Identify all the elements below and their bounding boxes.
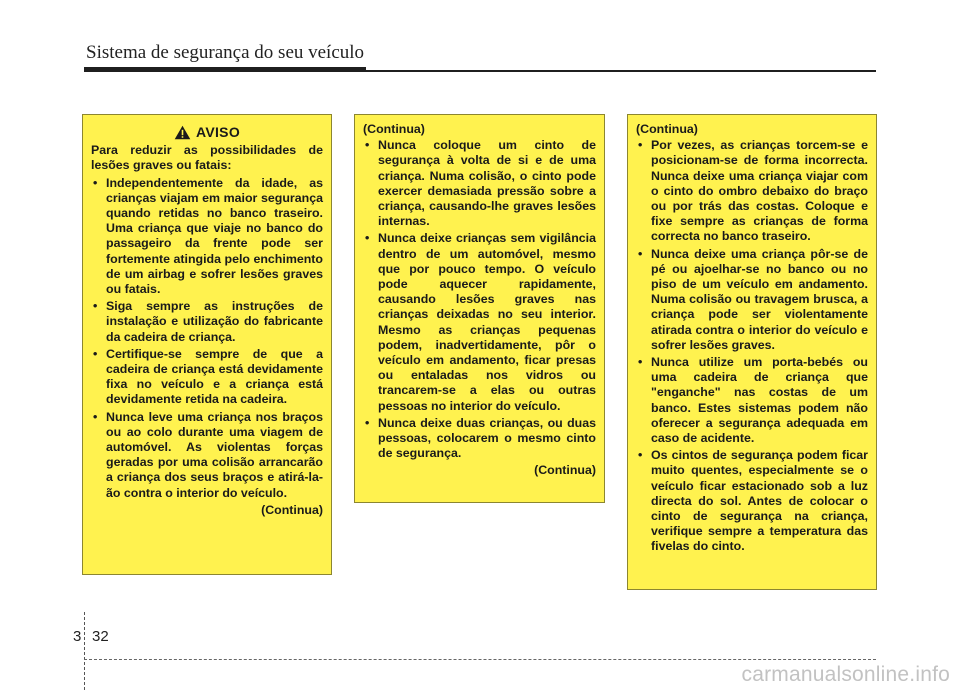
list-item: • Nunca utilize um porta-bebés ou uma cadeira de criança que "enganche" nas costas de um banco. Estes sistemas podem não oferecer a segurança adequada em caso de acidente. — [636, 355, 868, 446]
chapter-title: Sistema de segurança do seu veículo — [86, 42, 365, 63]
warning-box-3 — [627, 114, 877, 590]
list-item: • Certifique-se sempre de que a cadeira de criança está devidamente fixa no veículo e a criança está devidamente retida na cadeira. — [91, 347, 323, 408]
list-item: • Por vezes, as crianças torcem-se e posicionam-se de forma incorrecta. Nunca deixe uma criança viajar com o cinto do ombro debaixo do braço ou por trás das costas. Coloque e fixe sempre as crianças de forma correcta no banco traseiro. — [636, 138, 868, 244]
continue-label: (Continua) — [534, 463, 596, 478]
warning-list-2 — [363, 138, 596, 461]
list-item: • Os cintos de segurança podem ficar muito quentes, especialmente se o veículo ficar estacionado sob a luz directa do sol. Antes de colocar o cinto de segurança na criança, verifique sempre a temperatura das fivelas do cinto. — [636, 448, 868, 554]
warning-title: AVISO — [195, 124, 241, 140]
continue-label: (Continua) — [636, 122, 698, 136]
warning-box-2 — [354, 114, 605, 503]
list-item: • Nunca deixe duas crianças, ou duas pessoas, colocarem o mesmo cinto de segurança. — [363, 416, 596, 462]
list-item: • Nunca leve uma criança nos braços ou ao colo durante uma viagem de automóvel. As violentas forças geradas por uma colisão arrancarão a criança dos seus braços e atirá-la-ão contra o interior do veículo. — [91, 410, 323, 501]
header-rule-thin — [366, 70, 876, 72]
warning-box-1 — [82, 114, 332, 575]
watermark-text: carmanualsonline.info — [741, 663, 950, 686]
footer-divider-horizontal — [84, 659, 876, 660]
continue-label: (Continua) — [261, 502, 323, 517]
warning-intro: Para reduzir as possibilidades de lesões graves ou fatais: — [91, 143, 323, 173]
list-item: • Independentemente da idade, as crianças viajam em maior segurança quando retidas no banco traseiro. Uma criança que viaje no banco do passageiro da frente pode ser fortemente atingida pelo enchimento de um airbag e sofrer lesões graves ou fatais. — [91, 176, 323, 298]
continue-label: (Continua) — [363, 122, 425, 136]
warning-list-1 — [91, 176, 323, 501]
list-item: • Siga sempre as instruções de instalação e utilização do fabricante da cadeira de criança. — [91, 299, 323, 345]
warning-heading — [91, 125, 323, 140]
section-number: 3 — [73, 628, 82, 645]
list-item: • Nunca deixe crianças sem vigilância dentro de um automóvel, mesmo que por pouco tempo. O veículo pode aquecer rapidamente, causando lesões graves nas crianças deixadas no seu interior. Mesmo as crianças pequenas podem, inadvertidamente, pôr o veículo em andamento, ficar presas ou entaladas nos vidros ou trancarem-se a elas ou outras pessoas no interior do veículo. — [363, 231, 596, 413]
list-item: • Nunca deixe uma criança pôr-se de pé ou ajoelhar-se no banco ou no piso de um veículo em andamento. Numa colisão ou travagem brusca, a criança pode ser violentamente atirada contra o interior do veículo e sofrer lesões graves. — [636, 247, 868, 353]
warning-triangle-icon — [174, 125, 191, 140]
page-number: 32 — [92, 628, 109, 645]
header-rule-thick — [84, 67, 366, 72]
footer-divider-vertical — [84, 612, 85, 690]
warning-list-3 — [636, 138, 868, 554]
list-item: • Nunca coloque um cinto de segurança à volta de si e de uma criança. Numa colisão, o cinto pode exercer demasiada pressão sobre a criança, causando-lhe graves lesões internas. — [363, 138, 596, 229]
